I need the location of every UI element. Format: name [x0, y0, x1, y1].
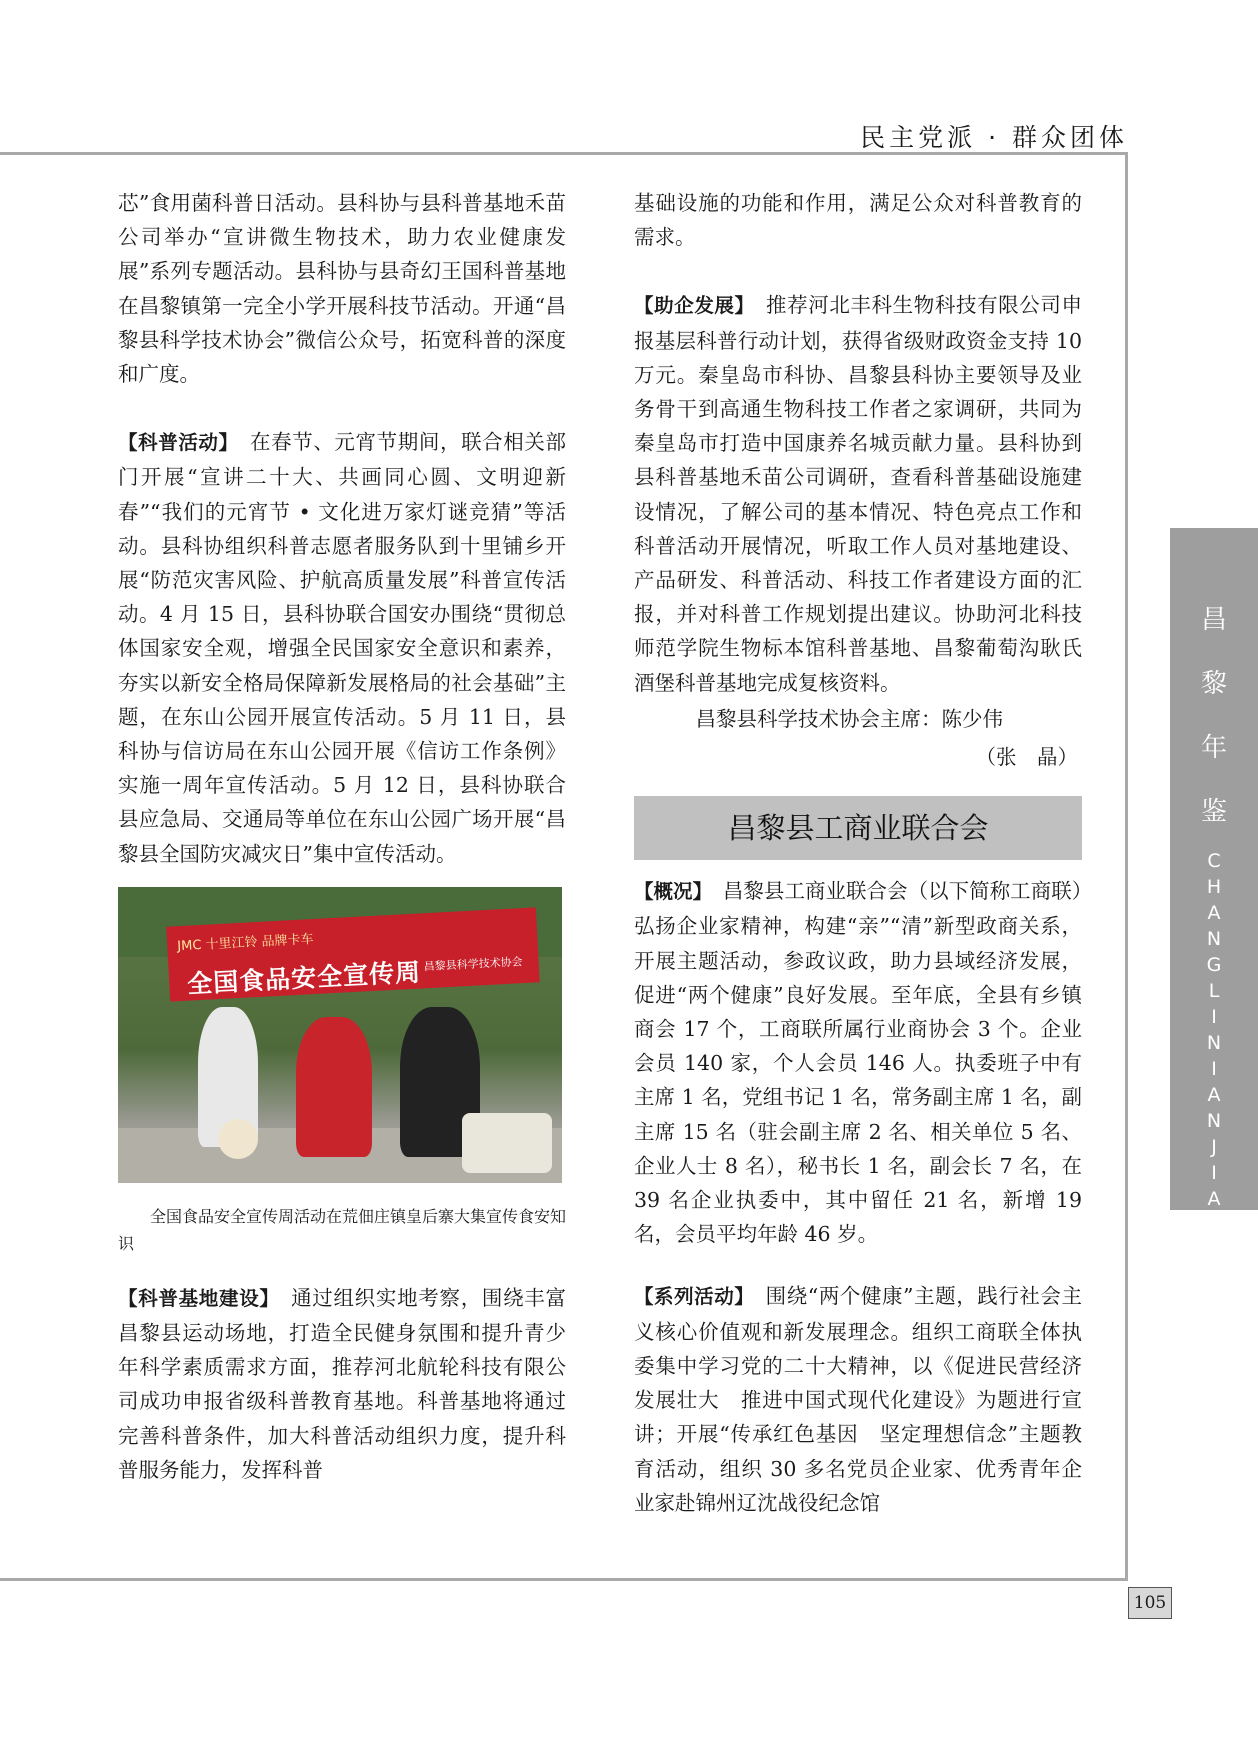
section-tag: 【科普活动】 — [118, 431, 229, 455]
side-tab-char: 昌 — [1200, 605, 1227, 635]
side-tab-char: 黎 — [1200, 669, 1227, 699]
photo-banner: JMC 十里江铃 品牌卡车 全国食品安全宣传周 昌黎县科学技术协会 — [166, 907, 539, 1001]
side-tab-yearbook — [1170, 528, 1258, 1236]
paragraph-enterprise-support — [634, 288, 1082, 699]
side-tab-letter: A — [1207, 902, 1221, 924]
paragraph-series-activities — [634, 1279, 1082, 1519]
running-header: 民主党派 · 群众团体 — [860, 123, 1128, 152]
food-safety-photo — [118, 887, 562, 1183]
paragraph-science-base — [118, 1281, 566, 1487]
paragraph-continued: 芯”食用菌科普日活动。县科协与县科普基地禾苗公司举办“宣讲微生物技术，助力农业健康发展”系列专题活动。县科协与县奇幻王国科普基地在昌黎镇第一完全小学开展科技节活动。开通“昌黎县科学技术协会”微信公众号，拓宽科普的深度和广度。 — [118, 191, 566, 387]
section-text: 围绕“两个健康”主题，践行社会主义核心价值观和新发展理念。组织工商联全体执委集中学习党的二十大精神，以《促进民营经济发展壮大 推进中国式现代化建设》为题进行宣讲；开展“传承红色基因 坚定理想信念”主题教育活动，组织 30 多名党员企业家、优秀青年企业家赴锦州辽沈战役纪念馆 — [634, 1284, 1082, 1515]
section-text: 昌黎县工商业联合会（以下简称工商联）弘扬企业家精神，构建“亲”“清”新型政商关系，开展主题活动，参政议政，助力县域经济发展，促进“两个健康”良好发展。至年底，全县有乡镇商会 17 个，工商联所属行业商协会 3 个。企业会员 140 家，个人会员 146 人。执委班子中有主席 1 名，党组书记 1 名，常务副主席 1 名，副主席 15 名（驻会副主席 2 名、相关单位 5 名、企业人士 8 名），秘书长 1 名，副会长 7 名，在 39 名企业执委中，其中留任 21 名，新增 19 名，会员平均年龄 46 岁。 — [634, 879, 1082, 1247]
paragraph-overview — [634, 874, 1082, 1251]
side-tab-letter: A — [1207, 1084, 1221, 1106]
author-name: （张 晶） — [975, 745, 1078, 770]
photo-caption: 全国食品安全宣传周活动在荒佃庄镇皇后寨大集宣传食安知识 — [118, 1206, 567, 1253]
side-tab-char: 鉴 — [1200, 797, 1227, 827]
side-tab-letter: I — [1211, 1058, 1217, 1080]
side-tab-letter: N — [1206, 928, 1222, 950]
side-tab-letter: N — [1206, 1214, 1222, 1236]
bottom-rule — [0, 1578, 1128, 1581]
chairman-signature: 昌黎县科学技术协会主席：陈少伟 — [695, 706, 1003, 731]
top-rule — [0, 152, 1128, 155]
page-number: 105 — [1128, 1587, 1172, 1619]
section-text: 在春节、元宵节期间，联合相关部门开展“宣讲二十大、共画同心圆、文明迎新春”“我们的元宵节 • 文化进万家灯谜竞猜”等活动。县科协组织科普志愿者服务队到十里铺乡开展“防范灾害风险、护航高质量发展”科普宣传活动。4 月 15 日，县科协联合国安办围绕“贯彻总体国家安全观，增强全民国家安全意识和素养，夯实以新安全格局保障新发展格局的社会基础”主题，在东山公园开展宣传活动。5 月 11 日，县科协与信访局在东山公园开展《信访工作条例》实施一周年宣传活动。5 月 12 日，县科协联合县应急局、交通局等单位在东山公园广场开展“昌黎县全国防灾减灾日”集中宣传活动。 — [118, 430, 566, 866]
side-tab-letter: J — [1211, 1136, 1217, 1158]
side-tab-letter: L — [1208, 980, 1220, 1002]
section-text: 推荐河北丰科生物科技有限公司申报基层科普行动计划，获得省级财政资金支持 10 万元。秦皇岛市科协、昌黎县科协主要领导及业务骨干到高通生物科技工作者之家调研，共同为秦皇岛市打造中国康养名城贡献力量。县科协到县科普基地禾苗公司调研，查看科普基础设施建设情况，了解公司的基本情况、特色亮点工作和科普活动开展情况，听取工作人员对基地建设、产品研发、科普活动、科技工作者建设方面的汇报，并对科普工作规划提出建议。协助河北科技师范学院生物标本馆科普基地、昌黎葡萄沟耿氏酒堡科普基地完成复核资料。 — [634, 293, 1082, 695]
side-tab-english — [1170, 848, 1258, 1238]
side-tab-letter: N — [1206, 1110, 1222, 1132]
paragraph-science-activities — [118, 425, 566, 871]
side-tab-letter: N — [1206, 1032, 1222, 1054]
side-tab-letter: I — [1211, 1006, 1217, 1028]
right-rule — [1125, 152, 1128, 1580]
side-tab-letter: C — [1207, 850, 1221, 872]
left-column — [118, 186, 566, 1487]
side-tab-letter: A — [1207, 1188, 1221, 1210]
side-tab-letter: I — [1211, 1162, 1217, 1184]
side-tab-char: 年 — [1200, 733, 1227, 763]
side-tab-letter: H — [1206, 876, 1222, 898]
section-tag: 【助企发展】 — [634, 294, 745, 318]
section-tag: 【科普基地建设】 — [118, 1286, 270, 1310]
side-tab-chinese — [1170, 588, 1258, 844]
section-tag: 【系列活动】 — [634, 1285, 745, 1309]
side-tab-letter: G — [1206, 954, 1222, 976]
section-tag: 【概况】 — [634, 880, 703, 904]
right-column — [634, 186, 1082, 1520]
paragraph-continued: 基础设施的功能和作用，满足公众对科普教育的需求。 — [634, 191, 1082, 250]
section-title: 昌黎县工商业联合会 — [634, 796, 1082, 860]
section-text: 通过组织实地考察，围绕丰富昌黎县运动场地，打造全民健身氛围和提升青少年科学素质需求方面，推荐河北航轮科技有限公司成功申报省级科普教育基地。科普基地将通过完善科普条件，加大科普活动组织力度，提升科普服务能力，发挥科普 — [118, 1285, 566, 1482]
